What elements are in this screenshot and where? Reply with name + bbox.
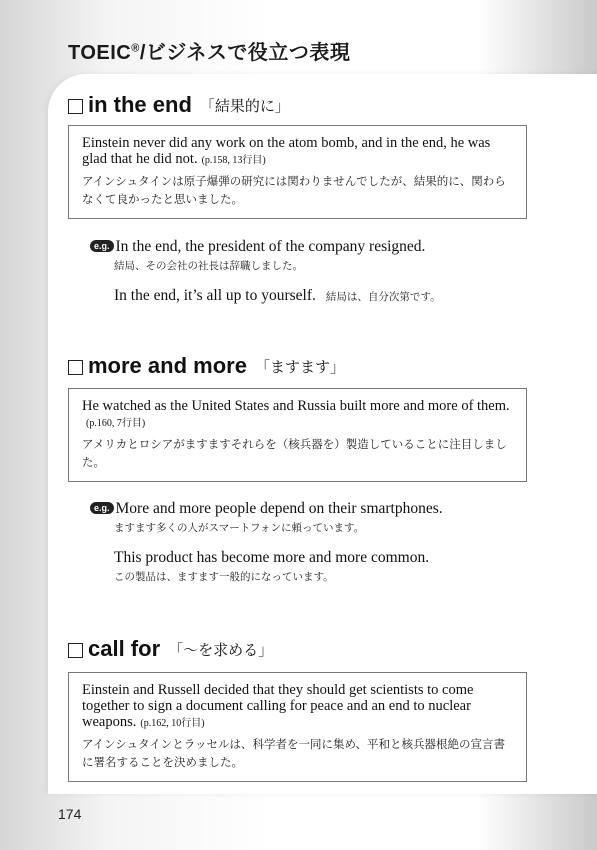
quote-reference: (p.162, 10行目) bbox=[140, 718, 205, 729]
checkbox-icon bbox=[68, 360, 83, 375]
quote-reference: (p.160, 7行目) bbox=[86, 418, 146, 429]
section-phrase: call for bbox=[88, 636, 161, 661]
example-english-2: This product has become more and more common. bbox=[114, 549, 430, 566]
quote-japanese: アメリカとロシアがますますそれらを（核兵器を）製造していることに注目しました。 bbox=[82, 437, 507, 469]
section-phrase: more and more bbox=[88, 353, 247, 378]
example-english: In the end, the president of the company resigned. bbox=[115, 238, 426, 255]
quote-japanese: アインシュタインは原子爆弾の研究には関わりませんでしたが、結果的に、関わらなくて良かったと思いました。 bbox=[82, 174, 506, 206]
example-english: More and more people depend on their smartphones. bbox=[115, 500, 443, 517]
example-line bbox=[90, 500, 530, 518]
quote-text: He watched as the United States and Russia built more and more of them. bbox=[82, 398, 510, 414]
page-number: 174 bbox=[58, 806, 82, 822]
example-block bbox=[90, 500, 530, 584]
quote-box bbox=[68, 125, 527, 219]
quote-box bbox=[68, 672, 527, 782]
example-line-2 bbox=[114, 549, 530, 567]
example-line bbox=[90, 238, 530, 256]
eg-badge-icon: e.g. bbox=[90, 502, 114, 514]
quote-japanese: アインシュタインとラッセルは、科学者を一同に集め、平和と核兵器根絶の宣言書に署名することを決めました。 bbox=[82, 737, 506, 769]
quote-reference: (p.158, 13行目) bbox=[201, 155, 266, 166]
section-phrase: in the end bbox=[88, 92, 192, 117]
section-meaning: 「結果的に」 bbox=[199, 97, 290, 115]
section-meaning: 「ますます」 bbox=[254, 358, 345, 376]
section-title-more-and-more bbox=[68, 353, 345, 379]
example-line-2 bbox=[114, 287, 530, 306]
quote-box bbox=[68, 388, 527, 482]
section-title-in-the-end bbox=[68, 92, 290, 118]
section-title-call-for bbox=[68, 636, 273, 662]
checkbox-icon bbox=[68, 643, 83, 658]
example-japanese: 結局、その会社の社長は辞職しました。 bbox=[114, 260, 303, 272]
header-title-main: TOEIC bbox=[68, 42, 132, 64]
header-title-rest: /ビジネスで役立つ表現 bbox=[139, 42, 351, 64]
checkbox-icon bbox=[68, 99, 83, 114]
section-meaning: 「～を求める」 bbox=[168, 641, 274, 659]
eg-badge-icon: e.g. bbox=[90, 240, 114, 252]
quote-text: Einstein never did any work on the atom bomb, and in the end, he was glad that he did not. bbox=[82, 135, 491, 167]
example-japanese: ますます多くの人がスマートフォンに頼っています。 bbox=[114, 522, 365, 534]
quote-english bbox=[82, 398, 514, 432]
quote-english bbox=[82, 135, 514, 169]
quote-english bbox=[82, 682, 514, 732]
example-japanese-2: 結局は、自分次第です。 bbox=[325, 291, 441, 303]
page-header-title bbox=[68, 36, 350, 65]
quote-text: Einstein and Russell decided that they should get scientists to come together to sign a document calling for peace and an end to nuclear weapons. bbox=[82, 682, 474, 730]
registered-mark: ® bbox=[131, 42, 140, 55]
example-english-2: In the end, it’s all up to yourself. bbox=[114, 287, 316, 304]
example-japanese-2: この製品は、ますます一般的になっています。 bbox=[114, 571, 334, 583]
example-block bbox=[90, 238, 530, 306]
